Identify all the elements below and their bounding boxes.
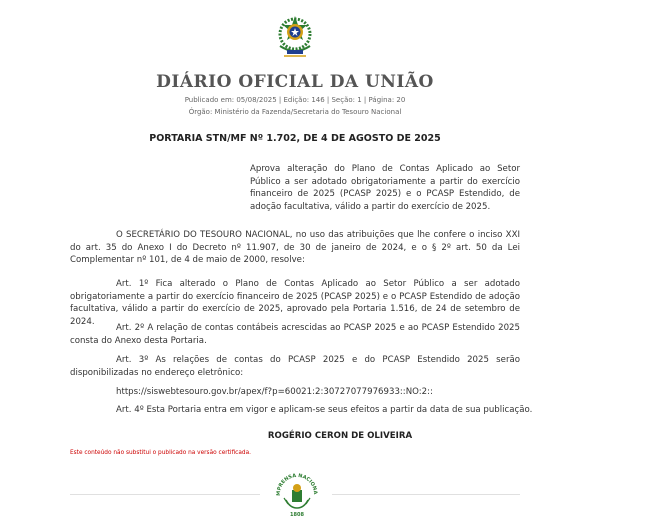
article-4: Art. 4º Esta Portaria entra em vigor e aplicam-se seus efeitos a partir da data de sua publicação. (116, 405, 533, 415)
imprensa-nacional-seal-icon (274, 470, 320, 518)
footer-divider-right (332, 494, 520, 495)
seal-year: 1808 (290, 512, 304, 518)
signatory-name: ROGÉRIO CERON DE OLIVEIRA (267, 431, 413, 441)
act-title: PORTARIA STN/MF Nº 1.702, DE 4 DE AGOSTO DE 2025 (149, 133, 441, 144)
article-2: Art. 2º A relação de contas contábeis acrescidas ao PCASP 2025 e ao PCASP Estendido 2025 consta do Anexo desta Portaria. (70, 323, 520, 346)
certification-disclaimer: Este conteúdo não substitui o publicado na versão certificada. (70, 450, 251, 456)
publication-title: DIÁRIO OFICIAL DA UNIÃO (156, 72, 434, 92)
act-summary: Aprova alteração do Plano de Contas Aplicado ao Setor Público a ser adotado obrigatoriamente a partir do exercício financeiro de 2025 (PCASP 2025) e o PCASP Estendido, de adoção facultativa, válido a partir do exercício de 2025. (250, 164, 520, 212)
coat-of-arms-icon (272, 10, 318, 62)
footer-divider-left (70, 494, 260, 495)
publication-info: Publicado em: 05/08/2025 | Edição: 146 | Seção: 1 | Página: 20 (184, 96, 406, 104)
preamble-paragraph: O SECRETÁRIO DO TESOURO NACIONAL, no uso das atribuições que lhe confere o inciso XXI do art. 35 do Anexo I do Decreto nº 11.907, de 30 de janeiro de 2024, e o § 2º art. 50 da Lei Complementar nº 101, de 4 de maio de 2000, resolve: (70, 230, 520, 265)
issuing-organ: Órgão: Ministério da Fazenda/Secretaria do Tesouro Nacional (188, 108, 402, 116)
article-3: Art. 3º As relações de contas do PCASP 2025 e do PCASP Estendido 2025 serão disponibilizadas no endereço eletrônico: (70, 355, 520, 378)
seal-text: MPRENSA NACIONA (275, 472, 319, 496)
system-url-link[interactable]: https://siswebtesouro.gov.br/apex/f?p=60021:2:30727077976933::NO:2:: (116, 387, 433, 397)
article-1: Art. 1º Fica alterado o Plano de Contas Aplicado ao Setor Público a ser adotado obrigatoriamente a partir do exercício financeiro de 2025 (PCASP 2025) e o PCASP Estendido de adoção facultativa, válido a partir do exercício de 2025, aprovado pela Portaria 1.516, de 24 de setembro de 2024. (70, 279, 520, 327)
